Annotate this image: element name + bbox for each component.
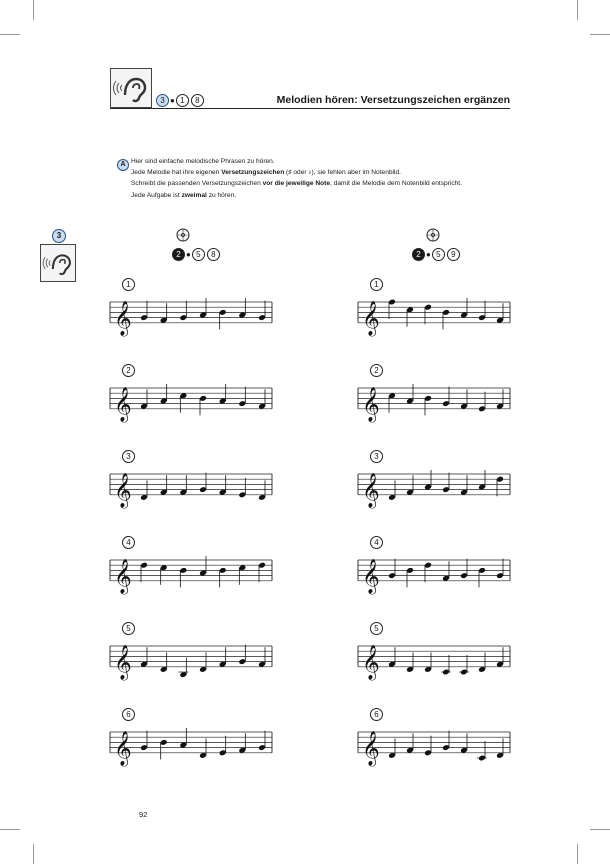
music-staff[interactable]	[110, 290, 272, 340]
music-staff[interactable]	[358, 720, 510, 770]
note[interactable]	[388, 392, 396, 412]
note[interactable]	[460, 559, 468, 579]
note[interactable]	[219, 567, 227, 587]
note[interactable]	[460, 475, 468, 495]
note[interactable]	[258, 301, 266, 321]
note[interactable]	[140, 562, 148, 582]
text: ), sie fehlen aber im Notenbild.	[311, 169, 401, 177]
note[interactable]	[478, 470, 486, 490]
note[interactable]	[160, 652, 168, 672]
note[interactable]	[496, 738, 504, 758]
treble-clef: 𝄞	[362, 558, 380, 594]
note[interactable]	[442, 309, 450, 329]
cd-number: 3	[156, 94, 169, 107]
note[interactable]	[388, 480, 396, 500]
crop-mark	[33, 0, 34, 20]
note[interactable]	[199, 473, 207, 493]
cd-number: 2	[412, 248, 425, 261]
text: zu hören.	[206, 191, 237, 199]
note[interactable]	[406, 306, 414, 326]
task-marker-label: A	[117, 159, 129, 171]
note[interactable]	[478, 567, 486, 587]
text: oder	[291, 169, 309, 177]
text: (	[284, 169, 289, 177]
note[interactable]	[258, 389, 266, 409]
text: Jede Aufgabe ist	[131, 191, 182, 199]
side-tab-number: 3	[52, 229, 66, 243]
note[interactable]	[388, 738, 396, 758]
text: Schreibt die passenden Versetzungszeichen	[131, 180, 263, 188]
treble-clef: 𝄞	[114, 730, 132, 766]
note[interactable]	[160, 303, 168, 323]
note[interactable]	[199, 395, 207, 415]
note[interactable]	[460, 298, 468, 318]
column-track-ref-left	[172, 248, 220, 261]
note[interactable]	[406, 652, 414, 672]
track-number: 9	[447, 248, 460, 261]
text: Jede Melodie hat ihre eigenen	[131, 169, 222, 177]
note[interactable]	[460, 389, 468, 409]
exercise-number-label: 3	[122, 450, 135, 463]
cd-icon	[426, 228, 440, 247]
crop-mark	[577, 844, 578, 864]
exercise-number-label: 3	[370, 450, 383, 463]
note[interactable]	[441, 655, 451, 675]
bold-text: Versetzungszeichen	[221, 169, 285, 177]
treble-clef: 𝄞	[362, 730, 380, 766]
note[interactable]	[477, 741, 487, 761]
exercise-number-label: 6	[122, 708, 135, 721]
crop-mark	[33, 844, 34, 864]
note[interactable]	[238, 733, 246, 753]
note[interactable]	[238, 298, 246, 318]
music-staff[interactable]	[110, 720, 272, 770]
note[interactable]	[496, 476, 504, 496]
note[interactable]	[140, 301, 148, 321]
treble-clef: 𝄞	[114, 300, 132, 336]
note[interactable]	[424, 395, 432, 415]
task-marker	[117, 156, 129, 174]
note[interactable]	[199, 738, 207, 758]
instruction-line	[131, 178, 511, 189]
note[interactable]	[179, 392, 187, 412]
music-staff[interactable]	[358, 548, 510, 598]
note[interactable]	[219, 475, 227, 495]
note[interactable]	[388, 559, 396, 579]
sharp-symbol: ♯	[288, 169, 292, 177]
exercise-number-label: 2	[370, 364, 383, 377]
note[interactable]	[219, 736, 227, 756]
note[interactable]	[160, 564, 168, 584]
side-tab	[52, 227, 66, 245]
separator-dot: ●	[170, 96, 175, 105]
note[interactable]	[199, 556, 207, 576]
crop-mark	[590, 34, 610, 35]
crop-mark	[577, 0, 578, 20]
cd-icon	[176, 228, 190, 247]
treble-clef: 𝄞	[114, 558, 132, 594]
note[interactable]	[442, 561, 450, 581]
note[interactable]	[140, 480, 148, 500]
note[interactable]	[442, 731, 450, 751]
treble-clef: 𝄞	[114, 644, 132, 680]
cd-number: 2	[172, 248, 185, 261]
exercise-number-label: 4	[370, 536, 383, 549]
note[interactable]	[406, 384, 414, 404]
note[interactable]	[478, 652, 486, 672]
note[interactable]	[219, 309, 227, 329]
note[interactable]	[140, 389, 148, 409]
exercise-number-label: 2	[122, 364, 135, 377]
note[interactable]	[442, 387, 450, 407]
note[interactable]	[160, 475, 168, 495]
music-staff[interactable]	[110, 376, 272, 426]
note[interactable]	[179, 301, 187, 321]
exercise-number-label: 6	[370, 708, 383, 721]
page-number: 92	[139, 810, 148, 819]
note[interactable]	[460, 733, 468, 753]
note[interactable]	[388, 647, 396, 667]
instruction-line	[131, 190, 511, 201]
side-listening-icon-box	[40, 244, 76, 282]
listening-icon-box	[110, 68, 152, 108]
note[interactable]	[258, 480, 266, 500]
music-staff[interactable]	[110, 548, 272, 598]
exercise-number-label: 5	[370, 622, 383, 635]
note[interactable]	[219, 384, 227, 404]
crop-mark	[590, 829, 610, 830]
instruction-line: Hier sind einfache melodische Phrasen zu hören.	[131, 158, 275, 165]
treble-clef: 𝄞	[362, 472, 380, 508]
page-title: Melodien hören: Versetzungszeichen ergänzen	[276, 94, 510, 106]
note[interactable]	[459, 655, 469, 675]
note[interactable]	[238, 387, 246, 407]
note[interactable]	[160, 739, 168, 759]
track-number: 8	[191, 94, 204, 107]
treble-clef: 𝄞	[362, 300, 380, 336]
note[interactable]	[424, 652, 432, 672]
note[interactable]	[178, 658, 188, 678]
note[interactable]	[424, 470, 432, 490]
note[interactable]	[238, 564, 246, 584]
note[interactable]	[160, 384, 168, 404]
note[interactable]	[496, 303, 504, 323]
music-staff[interactable]	[358, 376, 510, 426]
note[interactable]	[179, 567, 187, 587]
track-number: 5	[192, 248, 205, 261]
note[interactable]	[478, 392, 486, 412]
note[interactable]	[238, 478, 246, 498]
separator-dot: ●	[186, 250, 191, 259]
track-number: 8	[207, 248, 220, 261]
note[interactable]	[258, 562, 266, 582]
separator-dot: ●	[426, 250, 431, 259]
ear-icon	[111, 69, 151, 107]
note[interactable]	[199, 652, 207, 672]
note[interactable]	[424, 304, 432, 324]
note[interactable]	[424, 562, 432, 582]
note[interactable]	[406, 567, 414, 587]
note[interactable]	[424, 736, 432, 756]
treble-clef: 𝄞	[114, 386, 132, 422]
note[interactable]	[442, 473, 450, 493]
note[interactable]	[388, 299, 396, 319]
header-track-ref	[156, 94, 204, 107]
note[interactable]	[406, 733, 414, 753]
bold-text: zweimal	[181, 191, 207, 199]
note[interactable]	[258, 647, 266, 667]
music-staff[interactable]	[110, 462, 272, 512]
music-staff[interactable]	[358, 290, 510, 340]
note[interactable]	[496, 559, 504, 579]
note[interactable]	[496, 389, 504, 409]
instruction-line	[131, 167, 511, 178]
exercise-number-label: 1	[122, 278, 135, 291]
crop-mark	[0, 34, 20, 35]
note[interactable]	[478, 301, 486, 321]
exercise-number-label: 1	[370, 278, 383, 291]
note[interactable]	[199, 298, 207, 318]
music-staff[interactable]	[358, 462, 510, 512]
note[interactable]	[140, 731, 148, 751]
note[interactable]	[258, 731, 266, 751]
treble-clef: 𝄞	[362, 644, 380, 680]
track-number: 5	[432, 248, 445, 261]
instructions	[131, 156, 511, 201]
header-rule	[110, 108, 510, 109]
treble-clef: 𝄞	[114, 472, 132, 508]
exercise-number-label: 5	[122, 622, 135, 635]
note[interactable]	[179, 475, 187, 495]
music-staff[interactable]	[110, 634, 272, 684]
bold-text: vor die jeweilige Note	[262, 180, 331, 188]
note[interactable]	[238, 645, 246, 665]
note[interactable]	[179, 728, 187, 748]
treble-clef: 𝄞	[362, 386, 380, 422]
flat-symbol: ♭	[308, 169, 312, 177]
crop-mark	[0, 829, 20, 830]
note[interactable]	[406, 475, 414, 495]
exercise-number-label: 4	[122, 536, 135, 549]
ear-icon	[41, 245, 75, 281]
column-track-ref-right	[412, 248, 460, 261]
note[interactable]	[219, 647, 227, 667]
track-number: 1	[176, 94, 189, 107]
text: , damit die Melodie dem Notenbild entspricht.	[330, 180, 462, 188]
note[interactable]	[140, 647, 148, 667]
note[interactable]	[496, 647, 504, 667]
music-staff[interactable]	[358, 634, 510, 684]
